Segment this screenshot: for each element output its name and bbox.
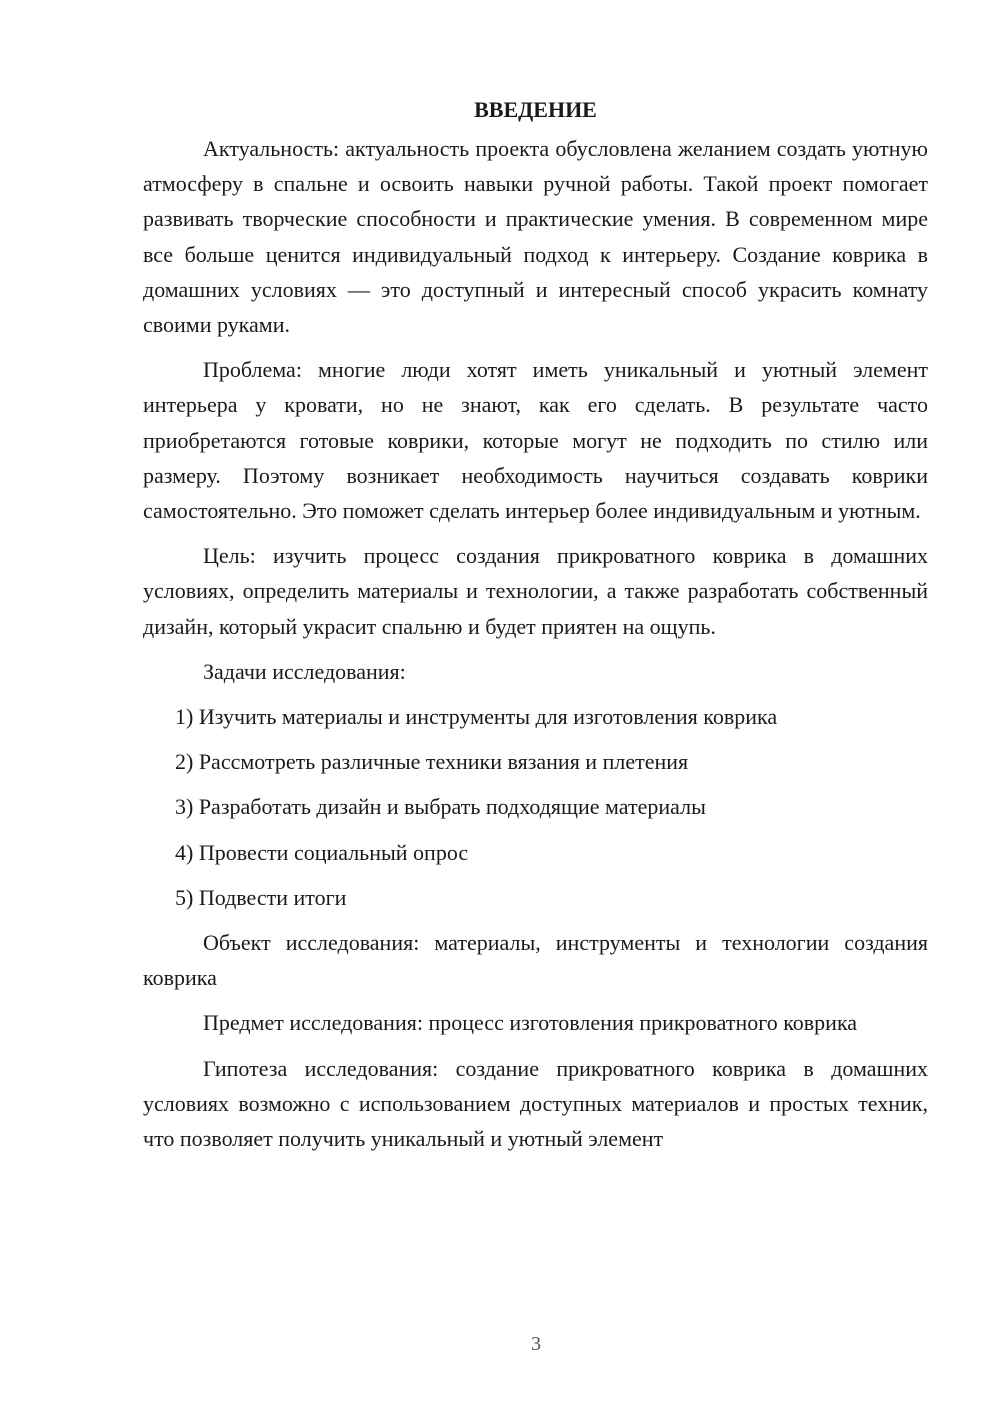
paragraph-goal: Цель: изучить процесс создания прикроватного коврика в домашних условиях, определить материалы и технологии, а также разработать собственный дизайн, который украсит спальню и будет приятен на ощупь. xyxy=(143,543,928,639)
list-item: 1) Изучить материалы и инструменты для изготовления коврика xyxy=(175,704,778,730)
list-item: 5) Подвести итоги xyxy=(175,884,347,910)
paragraph-hypothesis: Гипотеза исследования: создание прикроватного коврика в домашних условиях возможно с использованием доступных материалов и простых техник, что позволяет получить уникальный и уютный элемент xyxy=(143,1055,928,1152)
list-item: 2) Рассмотреть различные техники вязания и плетения xyxy=(175,749,689,775)
page-number: 3 xyxy=(531,1333,541,1355)
list-item: 3) Разработать дизайн и выбрать подходящие материалы xyxy=(175,794,706,820)
paragraph-relevance: Актуальность: актуальность проекта обусловлена желанием создать уютную атмосферу в спальне и освоить навыки ручной работы. Такой проект помогает развивать творческие способности и практические умения. В современном мире все больше ценится индивидуальный подход к интерьеру. Создание коврика в домашних условиях — это доступный и интересный способ украсить комнату своими руками. xyxy=(143,136,928,338)
tasks-list xyxy=(143,699,928,915)
paragraph-tasks-heading: Задачи исследования: xyxy=(203,658,406,684)
paragraph-object: Объект исследования: материалы, инструменты и технологии создания коврика xyxy=(143,930,928,991)
paragraph-problem: Проблема: многие люди хотят иметь уникальный и уютный элемент интерьера у кровати, но не знают, как его сделать. В результате часто приобретаются готовые коврики, которые могут не подходить по стилю или размеру. Поэтому возникает необходимость научиться создавать коврики самостоятельно. Это поможет сделать интерьер более индивидуальным и уютным. xyxy=(143,357,928,524)
list-item: 4) Провести социальный опрос xyxy=(175,839,469,865)
section-title: ВВЕДЕНИЕ xyxy=(474,97,597,122)
document-page xyxy=(143,95,928,1166)
paragraph-subject: Предмет исследования: процесс изготовления прикроватного коврика xyxy=(203,1010,858,1036)
